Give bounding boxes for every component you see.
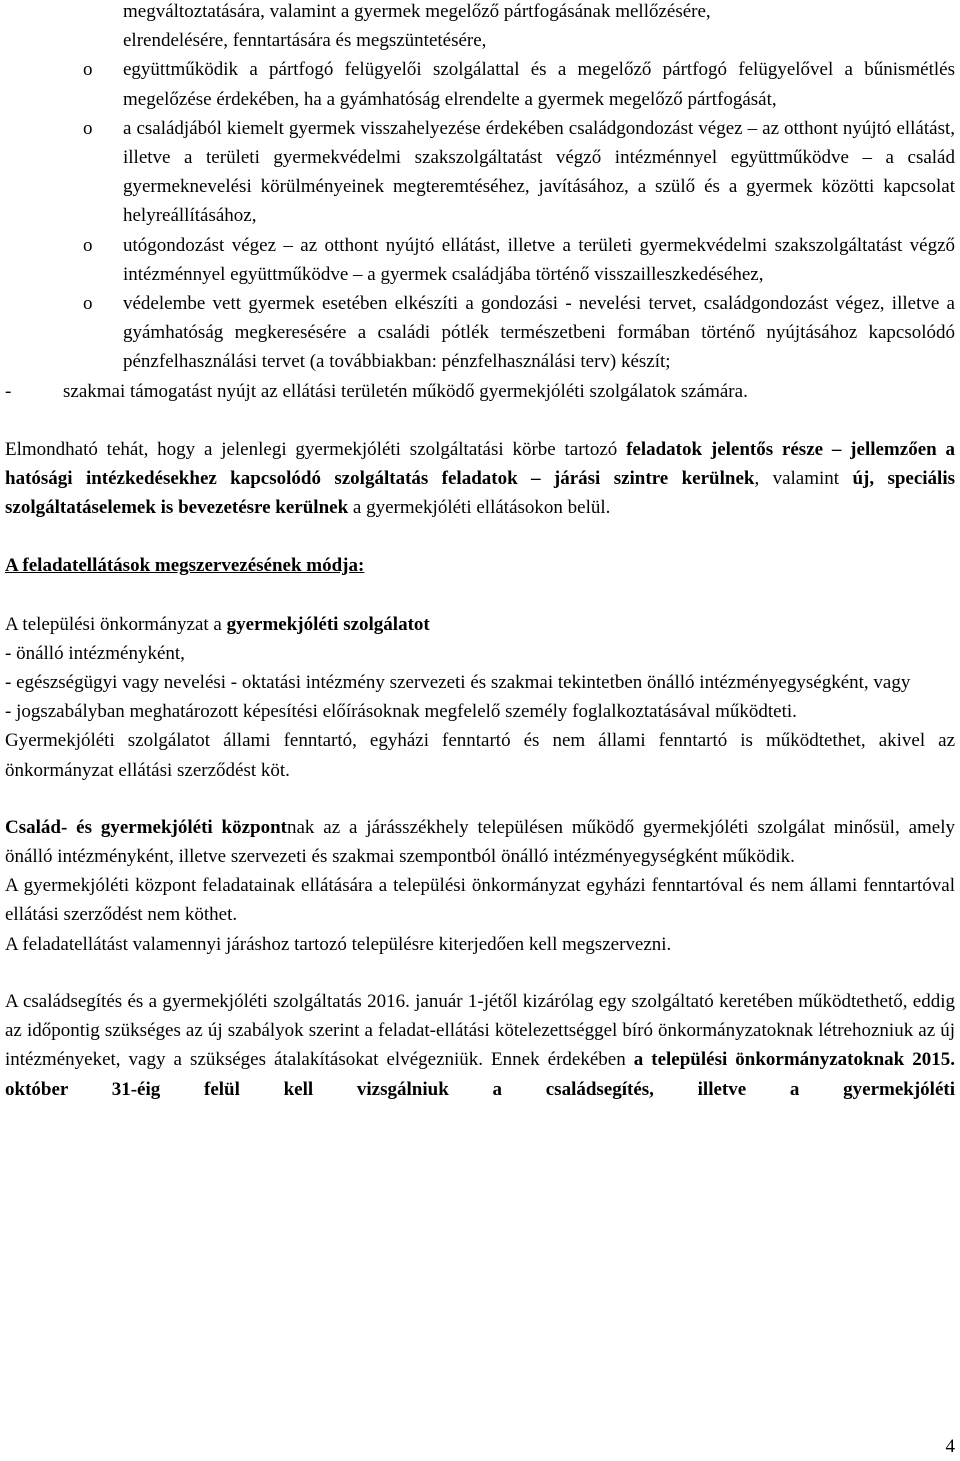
summary-bold-1: feladatok jelentős része – jellemzően a hatósági intézkedésekhez kapcsolódó szolgáltatás feladatok – járási szintre kerülnek	[5, 438, 955, 490]
settlement-text-1: A települési önkormányzat a	[5, 613, 227, 635]
settlement-line-2: - önálló intézményként,	[5, 642, 185, 664]
settlement-line-5: Gyermekjóléti szolgálatot állami fenntartó, egyházi fenntartó és nem állami fenntartó is működtethet, akivel az önkormányzat ellátási szerződést köt.	[5, 730, 955, 781]
circle-bullet-icon: o	[83, 59, 93, 81]
sub-bullet-list	[5, 55, 955, 376]
circle-bullet-icon: o	[83, 117, 93, 139]
circle-bullet-icon: o	[83, 293, 93, 315]
list-item-text: együttműködik a pártfogó felügyelői szolgálattal és a megelőző pártfogó felügyelővel a bűnismétlés megelőzése érdekében, ha a gyámhatóság elrendelte a gyermek megelőző pártfogását,	[123, 59, 955, 110]
spacer	[5, 785, 955, 813]
summary-text-2: , valamint	[754, 468, 853, 490]
list-continuation	[5, 0, 955, 55]
final-text-1: A családsegítés és a gyermekjóléti szolgáltatás 2016. január 1-jétől kizárólag egy szolgáltató keretében működtethető, eddig az időpontig szükséges az új szabályok szerint a feladat-ellátási kötelezettséggel bíró önkormányzatoknak létrehozniuk az új intézményeket, vagy a szükséges átalakításokat elvégezniük. Ennek érdekében	[5, 990, 955, 1071]
circle-bullet-icon: o	[83, 234, 93, 256]
spacer	[5, 406, 955, 435]
list-item-text: a családjából kiemelt gyermek visszahelyezése érdekében családgondozást végez – az otthont nyújtó ellátást, illetve a területi gyermekvédelmi szakszolgáltatást végző intézménnyel együttműködve – a család gyermeknevelési körülményeinek megteremtéséhez, javításához, a szülő és a gyermek közötti kapcsolat helyreállításához,	[123, 117, 955, 227]
summary-paragraph	[5, 435, 955, 523]
summary-bold-2: új, speciális szolgáltatáselemek is bevezetésre kerülnek	[5, 468, 956, 519]
spacer	[5, 959, 955, 987]
list-continuation-line1: megváltoztatására, valamint a gyermek megelőző pártfogásának mellőzésére,	[123, 1, 711, 22]
final-bold-1: a települési önkormányzatoknak 2015. október 31-éig felül kell vizsgálniuk a családsegítés, illetve a gyermekjóléti	[5, 1049, 955, 1100]
dash-bullet-icon: -	[5, 380, 12, 402]
dash-list-item	[5, 377, 955, 406]
settlement-line-4: - jogszabályban meghatározott képesítési előírásoknak megfelelő személy foglalkoztatásával működteti.	[5, 701, 797, 723]
dash-item-text: szakmai támogatást nyújt az ellátási területén működő gyermekjóléti szolgálatok számára.	[63, 380, 748, 402]
section-heading: A feladatellátások megszervezésének módja:	[5, 555, 365, 577]
settlement-paragraph	[5, 610, 955, 639]
summary-text-3: a gyermekjóléti ellátásokon belül.	[348, 497, 611, 519]
page-number: 4	[945, 1436, 955, 1457]
list-item-text: védelembe vett gyermek esetében elkészíti a gondozási - nevelési tervet, családgondozást végez, illetve a gyámhatóság megkeresésére a családi pótlék természetbeni formában történő nyújtásához kapcsolódó pénzfelhasználási tervet (a továbbiakban: pénzfelhasználási terv) készít;	[123, 293, 955, 373]
spacer	[5, 522, 955, 551]
list-item	[5, 231, 955, 289]
list-item	[5, 289, 955, 377]
center-line-3: A feladatellátást valamennyi járáshoz tartozó településre kiterjedően kell megszervezni.	[5, 933, 672, 955]
list-item-text: utógondozást végez – az otthont nyújtó ellátást, illetve a területi gyermekvédelmi szakszolgáltatást végző intézménnyel együttműködve – a gyermek családjába történő visszailleszkedéséhez,	[123, 234, 955, 285]
settlement-line-3: - egészségügyi vagy nevelési - oktatási intézmény szervezeti és szakmai tekintetben önálló intézményegységként, vagy	[5, 672, 911, 694]
center-text-1: nak az a járásszékhely településen működő gyermekjóléti szolgálat minősül, amely önálló intézményként, illetve szervezeti és szakmai szempontból önálló intézményegységként működik.	[5, 816, 955, 868]
list-item	[5, 55, 955, 113]
summary-text-1: Elmondható tehát, hogy a jelenlegi gyermekjóléti szolgáltatási körbe tartozó	[5, 438, 627, 460]
spacer	[5, 581, 955, 610]
list-continuation-line2: elrendelésére, fenntartására és megszüntetésére,	[123, 30, 487, 52]
settlement-bold-1: gyermekjóléti szolgálatot	[226, 613, 430, 635]
final-paragraph	[5, 987, 955, 1104]
list-item	[5, 114, 955, 231]
center-bold-1: Család- és gyermekjóléti központ	[5, 816, 287, 838]
center-paragraph	[5, 813, 955, 871]
center-line-2: A gyermekjóléti központ feladatainak ellátására a települési önkormányzat egyházi fenntartóval és nem állami fenntartóval ellátási szerződést nem köthet.	[5, 875, 955, 926]
document-page	[5, 0, 955, 1104]
